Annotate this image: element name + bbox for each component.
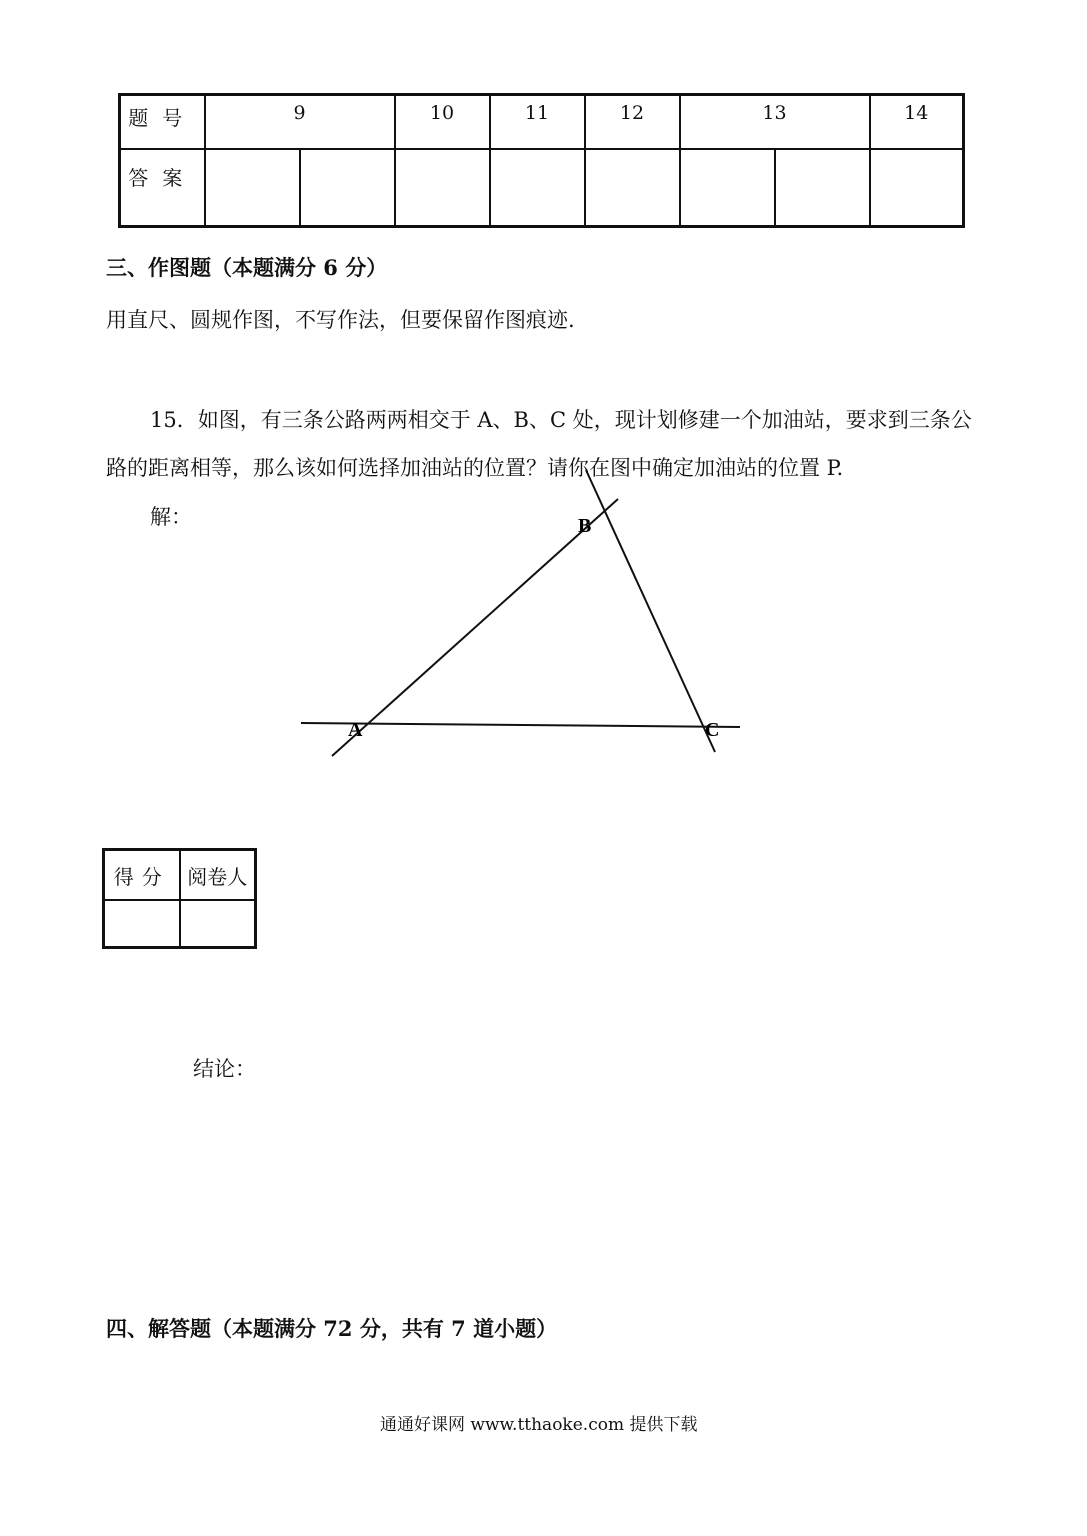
question-number-11: 11 xyxy=(490,95,585,150)
answer-label: 答案 xyxy=(120,149,205,227)
road-bc xyxy=(586,470,715,752)
point-b-label: B xyxy=(578,515,592,537)
solution-label: 解： xyxy=(150,505,192,529)
section3-heading: 三、作图题（本题满分 6 分） xyxy=(106,255,388,280)
grader-cell[interactable] xyxy=(180,900,256,948)
footer-text: 通通好课网 www.tthaoke.com 提供下载 xyxy=(380,1415,698,1435)
road-ab xyxy=(332,499,618,756)
score-cell[interactable] xyxy=(104,900,180,948)
score-label: 得分 xyxy=(104,850,180,901)
conclusion-label: 结论： xyxy=(193,1057,256,1081)
section3-instruction: 用直尺、圆规作图，不写作法，但要保留作图痕迹. xyxy=(106,308,575,332)
grader-label: 阅卷人 xyxy=(180,850,256,901)
question-number-label: 题号 xyxy=(120,95,205,150)
score-table xyxy=(102,848,257,949)
problem15-line1: 15．如图，有三条公路两两相交于 A、B、C 处，现计划修建一个加油站，要求到三条公 xyxy=(150,408,972,432)
question-number-9: 9 xyxy=(205,95,395,150)
question-number-13: 13 xyxy=(680,95,870,150)
point-c-label: C xyxy=(705,719,720,741)
question-number-14: 14 xyxy=(870,95,964,150)
problem15-line2: 路的距离相等，那么该如何选择加油站的位置？请你在图中确定加油站的位置 P. xyxy=(106,456,844,480)
question-number-12: 12 xyxy=(585,95,680,150)
point-a-label: A xyxy=(348,719,363,741)
question-number-10: 10 xyxy=(395,95,490,150)
section4-heading: 四、解答题（本题满分 72 分，共有 7 道小题） xyxy=(106,1316,558,1341)
